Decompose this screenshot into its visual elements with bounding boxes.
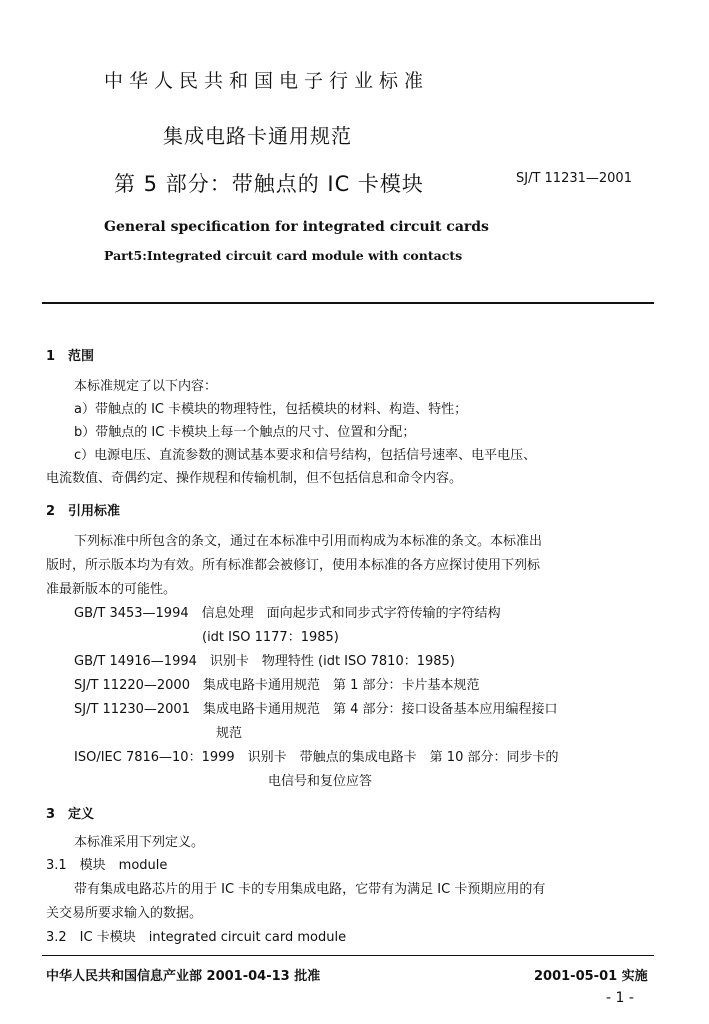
section-2-para-line2: 版时，所示版本均为有效。所有标准都会被修订，使用本标准的各方应探讨使用下列标	[46, 558, 541, 573]
reference-4-line2: 规范	[216, 726, 243, 741]
reference-4: SJ/T 11230—2001 集成电路卡通用规范 第 4 部分：接口设备基本应用编程接口	[74, 702, 558, 717]
english-title: General specification for integrated circuit cards	[104, 219, 489, 235]
section-1-item-c-line1: c）电源电压、直流参数的测试基本要求和信号结构，包括信号速率、电平电压、	[74, 448, 537, 463]
section-1-intro: 本标准规定了以下内容：	[74, 379, 218, 394]
section-2-para-line1: 下列标准中所包含的条文，通过在本标准中引用而构成为本标准的条文。本标准出	[74, 534, 543, 549]
implementation-date: 2001-05-01 实施	[534, 969, 648, 984]
reference-3: SJ/T 11220—2000 集成电路卡通用规范 第 1 部分：卡片基本规范	[74, 678, 480, 693]
footer-divider	[42, 955, 654, 956]
section-3-intro: 本标准采用下列定义。	[74, 835, 205, 850]
reference-5-line2: 电信号和复位应答	[268, 774, 373, 789]
reference-1-line2: (idt ISO 1177：1985)	[202, 630, 339, 645]
reference-1: GB/T 3453—1994 信息处理 面向起步式和同步式字符传输的字符结构	[74, 606, 501, 621]
reference-2: GB/T 14916—1994 识别卡 物理特性 (idt ISO 7810：1985)	[74, 654, 455, 669]
section-1-heading: 1 范围	[46, 349, 95, 364]
standard-number: SJ/T 11231—2001	[516, 171, 632, 186]
document-subtitle: 第 5 部分：带触点的 IC 卡模块	[114, 172, 424, 196]
section-3-heading: 3 定义	[46, 807, 95, 822]
english-subtitle: Part5:Integrated circuit card module with contacts	[104, 248, 463, 263]
definition-3-2-heading: 3.2 IC 卡模块 integrated circuit card module	[46, 930, 347, 945]
page-number: - 1 -	[606, 990, 634, 1006]
section-1-item-c-line2: 电流数值、奇偶约定、操作规程和传输机制，但不包括信息和命令内容。	[46, 471, 463, 486]
section-1-item-a: a）带触点的 IC 卡模块的物理特性，包括模块的材料、构造、特性；	[74, 402, 468, 417]
reference-5: ISO/IEC 7816—10：1999 识别卡 带触点的集成电路卡 第 10 部分：同步卡的	[74, 750, 559, 765]
section-2-para-line3: 准最新版本的可能性。	[46, 582, 177, 597]
definition-3-1-line1: 带有集成电路芯片的用于 IC 卡的专用集成电路，它带有为满足 IC 卡预期应用的有	[74, 882, 546, 897]
document-title: 集成电路卡通用规范	[163, 124, 352, 148]
definition-3-1-line2: 关交易所要求输入的数据。	[46, 906, 203, 921]
standard-category: 中华人民共和国电子行业标准	[104, 70, 430, 92]
definition-3-1-heading: 3.1 模块 module	[46, 858, 168, 873]
approval-note: 中华人民共和国信息产业部 2001-04-13 批准	[46, 969, 321, 984]
section-1-item-b: b）带触点的 IC 卡模块上每一个触点的尺寸、位置和分配；	[74, 425, 416, 440]
section-2-heading: 2 引用标准	[46, 504, 121, 519]
header-divider	[42, 302, 654, 304]
